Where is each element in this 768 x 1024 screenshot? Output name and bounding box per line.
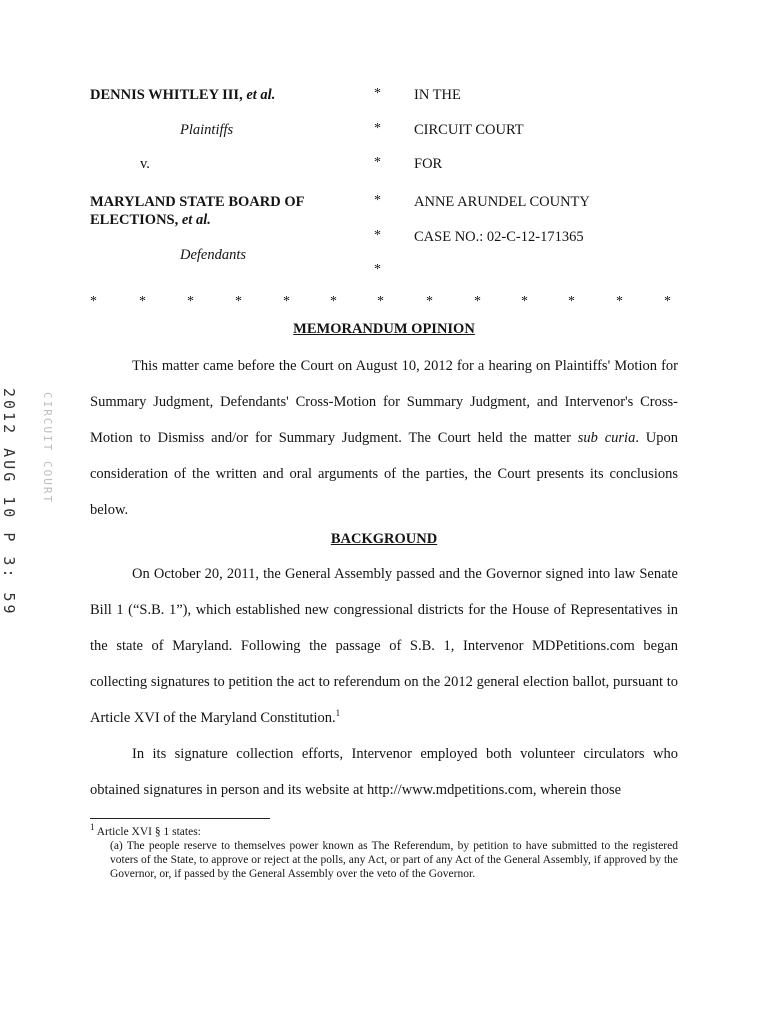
separator-star: * xyxy=(187,294,194,309)
caption-star: * xyxy=(374,262,381,277)
footnote-intro xyxy=(90,822,678,839)
filing-stamp: 2012 AUG 10 P 3: 59 xyxy=(0,388,18,617)
background-paragraph-2 xyxy=(90,736,678,808)
memorandum-text: This matter came before the Court on August 10, 2012 for a hearing on Plaintiffs' Motion for Summary Judgment, Defendants' Cross-Motion for Summary Judgment, and Intervenor's Cross-Motion to Dismiss and/or for Summary Judgment. The Court held the matter xyxy=(90,358,678,446)
separator-star: * xyxy=(521,294,528,309)
caption-star: * xyxy=(374,155,381,170)
footnote-reference: 1 xyxy=(335,708,341,719)
footnote-separator xyxy=(90,818,270,819)
separator-star: * xyxy=(139,294,146,309)
caption-star: * xyxy=(374,228,381,243)
plaintiffs-label: Plaintiffs xyxy=(180,122,234,138)
caption-star: * xyxy=(374,193,381,208)
defendant-etal: et al. xyxy=(181,212,211,228)
footnote-body: (a) The people reserve to themselves power known as The Referendum, by petition to have submitted to the registered voters of the State, to approve or reject at the polls, any Act, or part of any Act of the General Assembly, if approved by the Governor, or, if passed by the General Assembly over the veto of the Governor. xyxy=(110,840,678,880)
background-paragraph-1 xyxy=(90,556,678,736)
separator-star: * xyxy=(330,294,337,309)
memorandum-title: MEMORANDUM OPINION xyxy=(293,321,475,337)
footnote xyxy=(90,822,678,881)
caption-star: * xyxy=(374,86,381,101)
footnote-intro-text: Article XVI § 1 states: xyxy=(96,826,201,838)
memorandum-paragraph xyxy=(90,348,678,528)
separator-star: * xyxy=(90,294,97,309)
background-text-2: In its signature collection efforts, Intervenor employed both volunteer circulators who obtained signatures in person and its website at http://www.mdpetitions.com, wherein those xyxy=(90,746,678,798)
defendant-name-text: ELECTIONS, xyxy=(90,212,179,228)
separator-star: * xyxy=(616,294,623,309)
court-line-2: CIRCUIT COURT xyxy=(414,122,524,138)
sub-curia-term: sub curia xyxy=(577,430,636,446)
separator-star: * xyxy=(664,294,671,309)
separator-star: * xyxy=(283,294,290,309)
memorandum-text-end: . Upon consideration of the written and oral arguments of the parties, the Court presents its conclusions below. xyxy=(90,430,678,518)
defendant-name-line2 xyxy=(90,211,211,229)
defendants-label: Defendants xyxy=(180,247,247,263)
separator-star: * xyxy=(377,294,384,309)
case-number: CASE NO.: 02-C-12-171365 xyxy=(414,229,584,245)
background-text-1: On October 20, 2011, the General Assembly passed and the Governor signed into law Senate Bill 1 (“S.B. 1”), which established new congressional districts for the House of Representatives in the state of Maryland. Following the passage of S.B. 1, Intervenor MDPetitions.com began collecting signatures to petition the act to referendum on the 2012 general election ballot, pursuant to Article XVI of the Maryland Constitution. xyxy=(90,566,678,726)
plaintiff-name-text: DENNIS WHITLEY III, xyxy=(90,87,243,103)
separator-star: * xyxy=(568,294,575,309)
plaintiff-etal: et al. xyxy=(246,87,276,103)
footnote-mark: 1 xyxy=(90,822,95,833)
background-title: BACKGROUND xyxy=(330,531,438,547)
court-line-1: IN THE xyxy=(414,87,461,103)
separator-star: * xyxy=(474,294,481,309)
defendant-name-line1: MARYLAND STATE BOARD OF xyxy=(90,194,305,210)
plaintiff-name xyxy=(90,86,275,104)
memorandum-heading xyxy=(0,321,768,338)
separator-star: * xyxy=(426,294,433,309)
caption-star: * xyxy=(374,121,381,136)
separator-star: * xyxy=(235,294,242,309)
court-line-4: ANNE ARUNDEL COUNTY xyxy=(414,194,590,210)
court-line-3: FOR xyxy=(414,156,443,172)
background-heading xyxy=(0,531,768,548)
versus-label: v. xyxy=(140,156,150,172)
filing-stamp-faint: CIRCUIT COURT xyxy=(41,392,54,505)
